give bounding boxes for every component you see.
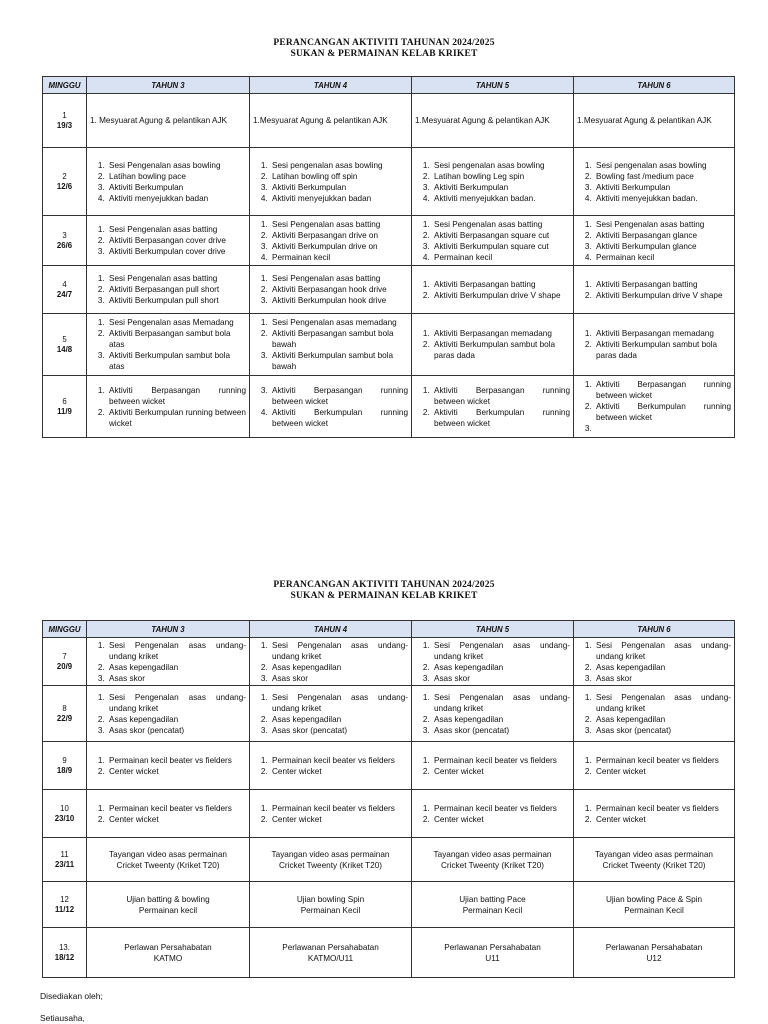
week-number: 13. [59,942,70,952]
week-date: 11/12 [54,904,75,914]
activity-item: 2. Center wicket [594,814,731,825]
activity-cell [574,376,735,438]
activity-item: 1. Aktiviti Berpasangan batting [594,279,731,290]
activity-item: 2. Aktiviti Berkumpulan running between wicket [594,401,731,423]
activity-item: 1. Permainan kecil beater vs fielders [432,803,570,814]
activity-cell [87,94,250,148]
activity-item: 3. Aktiviti Berkumpulan hook drive [270,295,408,306]
week-date: 12/6 [56,181,73,191]
activity-item: Cricket Tweenty (Kriket T20) [279,860,382,870]
activity-item: 1. Mesyuarat Agung & pelantikan AJK [90,116,227,125]
week-date: 26/6 [56,240,73,250]
activity-item: 1. Sesi Pengenalan asas batting [270,219,408,230]
week-cell [43,742,87,790]
activity-item: Permainan Kecil [300,905,361,915]
activity-item: U11 [485,953,500,963]
activity-cell [574,216,735,266]
header-minggu: MINGGU [43,621,87,638]
activity-item: Cricket Tweenty (Kriket T20) [116,860,220,870]
activity-item: 4. Permainan kecil [270,252,408,263]
activity-item: 1. Sesi Pengenalan asas batting [432,219,570,230]
activity-item: 3. Asas skor (pencatat) [270,725,408,736]
activity-cell [250,928,412,978]
activity-item: Ujian batting & bowling [126,894,210,904]
activity-item: 4. Permainan kecil [432,252,570,263]
header-tahun-3: TAHUN 3 [87,77,250,94]
week-date: 23/11 [54,859,75,869]
table-row [43,638,735,686]
week-cell [43,314,87,376]
activity-cell [87,790,250,838]
activity-item: 2. Center wicket [270,814,408,825]
activity-item: Cricket Tweenty (Kriket T20) [441,860,544,870]
table-row [43,266,735,314]
activity-item: U12 [646,953,662,963]
week-cell [43,928,87,978]
activity-cell [412,742,574,790]
activity-item: 2. Aktiviti Berkumpulan drive V shape [432,290,570,301]
activity-cell [412,216,574,266]
activity-item: 2. Latihan bowling Leg spin [432,171,570,182]
activity-item: 4. Aktiviti menyejukkan badan. [594,193,731,204]
activity-item: Perlawanan Persahabatan [444,942,541,952]
activity-item: 1. Aktiviti Berpasangan memadang [594,328,731,339]
table-row [43,882,735,928]
activity-item: 2. Asas kepengadilan [107,714,246,725]
activity-cell [87,838,250,882]
activity-item: 3. Asas skor (pencatat) [107,725,246,736]
activity-cell [87,742,250,790]
activity-item: 2. Aktiviti Berpasangan glance [594,230,731,241]
activity-cell [412,148,574,216]
activity-item: 3. Asas skor [432,673,570,684]
activity-item: 2. Aktiviti Berpasangan sambut bola atas [107,328,246,350]
activity-item: 1. Sesi Pengenalan asas undang-undang kriket [432,692,570,714]
activity-item: 2. Center wicket [594,766,731,777]
week-cell [43,266,87,314]
activity-item: 1. Permainan kecil beater vs fielders [270,755,408,766]
week-cell [43,148,87,216]
week-number: 3 [62,230,67,240]
activity-item: 1. Sesi Pengenalan asas batting [270,273,408,284]
week-number: 6 [62,396,67,406]
table-header-row [43,77,735,94]
week-number: 7 [62,651,67,661]
title-line-1: PERANCANGAN AKTIVITI TAHUNAN 2024/2025 [273,38,495,48]
activity-cell [250,790,412,838]
activity-item: 1. Sesi Pengenalan asas undang-undang kriket [107,692,246,714]
activity-item: 1. Sesi pengenalan asas bowling [432,160,570,171]
week-date: 20/9 [56,661,73,671]
activity-cell [412,94,574,148]
week-cell [43,216,87,266]
activity-item: 3. Asas skor (pencatat) [594,725,731,736]
activity-cell [250,742,412,790]
activity-item: Ujian bowling Pace & Spin [605,894,703,904]
activity-item: 3. Asas skor [107,673,246,684]
activity-cell [250,838,412,882]
activity-item: 1.Mesyuarat Agung & pelantikan AJK [577,116,712,125]
week-number: 8 [62,703,67,713]
table-row [43,94,735,148]
week-cell [43,882,87,928]
title-line-2: SUKAN & PERMAINAN KELAB KRIKET [290,591,478,601]
activity-item: 3. Aktiviti Berkumpulan sambut bola bawah [270,350,408,372]
activity-cell [574,266,735,314]
activity-item: 2. Asas kepengadilan [594,662,731,673]
activity-item: 1. Sesi Pengenalan asas memadang [270,317,408,328]
activity-item: 2. Asas kepengadilan [107,662,246,673]
week-number: 11 [60,849,69,859]
page-title [0,580,768,602]
activity-item: Cricket Tweenty (Kriket T20) [602,860,706,870]
activity-item: 2. Aktiviti Berkumpulan running between wicket [432,407,570,429]
header-tahun-5: TAHUN 5 [412,77,574,94]
activity-cell [250,314,412,376]
week-date: 18/9 [56,765,73,775]
activity-item: 2. Asas kepengadilan [270,662,408,673]
activity-item: 2. Aktiviti Berpasangan pull short [107,284,246,295]
activity-item: 1. Sesi Pengenalan asas undang-undang kriket [432,640,570,662]
activity-cell [412,838,574,882]
week-date: 24/7 [56,289,73,299]
activity-item: 1. Sesi Pengenalan asas undang-undang kriket [107,640,246,662]
week-cell [43,638,87,686]
activity-item: 2. Bowling fast /medium pace [594,171,731,182]
activity-cell [250,266,412,314]
header-tahun-3: TAHUN 3 [87,621,250,638]
activity-item: 2. Aktiviti Berkumpulan sambut bola paras dada [432,339,570,361]
activity-item [594,423,731,434]
activity-item: Tayangan video asas permainan [433,849,552,859]
activity-item: 1. Permainan kecil beater vs fielders [107,803,246,814]
activity-item: 1. Aktiviti Berpasangan batting [432,279,570,290]
activity-item: 1. Sesi Pengenalan asas Memadang [107,317,246,328]
title-line-2: SUKAN & PERMAINAN KELAB KRIKET [290,49,478,59]
activity-item: 2. Aktiviti Berpasangan cover drive [107,235,246,246]
activity-item: 1. Aktiviti Berpasangan running between wicket [432,385,570,407]
page-title [0,38,768,60]
activity-item: 3. Aktiviti Berkumpulan [107,182,246,193]
activity-item: 3. Asas skor [270,673,408,684]
activity-cell [574,882,735,928]
activity-item: 4. Aktiviti menyejukkan badan [107,193,246,204]
activity-item: 1. Sesi Pengenalan asas undang-undang kriket [270,692,408,714]
activity-item: 4. Aktiviti Berkumpulan running between wicket [270,407,408,429]
activity-item: 1. Aktiviti Berpasangan memadang [432,328,570,339]
activity-cell [250,376,412,438]
activity-cell [574,838,735,882]
activity-item: Perlawanan Persahabatan [282,942,379,952]
activity-item: Permainan Kecil [462,905,523,915]
activity-item: 1. Sesi Pengenalan asas batting [594,219,731,230]
activity-item: 4. Permainan kecil [594,252,731,263]
activity-item: 2. Center wicket [270,766,408,777]
activity-cell [250,638,412,686]
header-tahun-6: TAHUN 6 [574,621,735,638]
activity-item: 3. Aktiviti Berkumpulan [594,182,731,193]
activity-item: 3. Aktiviti Berkumpulan [270,182,408,193]
table-row [43,216,735,266]
activity-item: Tayangan video asas permainan [595,849,713,859]
activity-item: 2. Center wicket [107,814,246,825]
activity-cell [87,314,250,376]
activity-cell [87,266,250,314]
table-header-row [43,621,735,638]
header-minggu: MINGGU [43,77,87,94]
secretary-label: Setiausaha, [40,1013,85,1023]
activity-item: 2. Center wicket [107,766,246,777]
activity-cell [574,928,735,978]
activity-item: 1.Mesyuarat Agung & pelantikan AJK [415,116,550,125]
activity-item: 1. Sesi Pengenalan asas batting [107,273,246,284]
activity-item: 3. Aktiviti Berkumpulan drive on [270,241,408,252]
header-tahun-5: TAHUN 5 [412,621,574,638]
activity-item: 1. Sesi pengenalan asas bowling [594,160,731,171]
activity-item: Permainan kecil [138,905,198,915]
table-row [43,742,735,790]
activity-item: 3. Asas skor [594,673,731,684]
activity-item: KATMO/U11 [307,953,354,963]
activity-cell [87,216,250,266]
activity-item: 1. Permainan kecil beater vs fielders [432,755,570,766]
activity-item: 2. Aktiviti Berpasangan drive on [270,230,408,241]
week-cell [43,838,87,882]
activity-item: Tayangan video asas permainan [271,849,390,859]
week-date: 19/3 [56,120,73,130]
table-row [43,790,735,838]
activity-item: Perlawan Persahabatan [124,942,212,952]
activity-item: 4. Aktiviti menyejukkan badan. [432,193,570,204]
week-date: 11/9 [57,406,72,416]
activity-item: 1. Permainan kecil beater vs fielders [270,803,408,814]
activity-cell [87,638,250,686]
activity-item: 1. Permainan kecil beater vs fielders [107,755,246,766]
week-cell [43,376,87,438]
activity-cell [250,148,412,216]
activity-cell [574,94,735,148]
activity-cell [412,266,574,314]
activity-item: 1. Sesi pengenalan asas bowling [270,160,408,171]
activity-cell [412,686,574,742]
prepared-by-label: Disediakan oleh; [40,991,103,1001]
week-cell [43,686,87,742]
activity-item: 2. Aktiviti Berpasangan hook drive [270,284,408,295]
activity-cell [574,314,735,376]
activity-item: 1. Sesi Pengenalan asas undang-undang kriket [594,640,731,662]
activity-item: 2. Center wicket [432,766,570,777]
activity-cell [574,638,735,686]
activity-item: 2. Asas kepengadilan [432,662,570,673]
week-number: 2 [62,171,67,181]
week-number: 4 [62,279,67,289]
activity-item: 2. Aktiviti Berkumpulan running between wicket [107,407,246,429]
table-row [43,314,735,376]
activity-cell [412,882,574,928]
activity-cell [250,216,412,266]
activity-table-1 [42,76,735,438]
activity-item: 1. Sesi Pengenalan asas bowling [107,160,246,171]
activity-cell [87,376,250,438]
activity-cell [574,686,735,742]
week-date: 18/12 [54,952,75,962]
week-cell [43,94,87,148]
week-number: 5 [62,334,67,344]
week-number: 12 [60,894,69,904]
activity-item: 3. Aktiviti Berkumpulan cover drive [107,246,246,257]
title-line-1: PERANCANGAN AKTIVITI TAHUNAN 2024/2025 [273,580,495,590]
week-date: 23/10 [54,813,75,823]
activity-item: Ujian batting Pace [459,894,526,904]
week-cell [43,790,87,838]
activity-item: 2. Latihan bowling off spin [270,171,408,182]
week-date: 14/8 [56,344,73,354]
activity-item: Perlawanan Persahabatan [605,942,703,952]
activity-cell [87,148,250,216]
activity-cell [412,376,574,438]
activity-item: 1. Permainan kecil beater vs fielders [594,803,731,814]
week-number: 10 [60,803,69,813]
activity-cell [574,790,735,838]
activity-item: 2. Asas kepengadilan [594,714,731,725]
activity-item: 2. Center wicket [432,814,570,825]
activity-item: 3. Aktiviti Berkumpulan sambut bola atas [107,350,246,372]
activity-item: 1. Aktiviti Berpasangan running between wicket [594,379,731,401]
activity-item: 1. Sesi Pengenalan asas batting [107,224,246,235]
table-row [43,838,735,882]
activity-item: 3. Aktiviti Berkumpulan glance [594,241,731,252]
activity-cell [87,882,250,928]
activity-item: 2. Aktiviti Berpasangan sambut bola bawah [270,328,408,350]
activity-item: 3. Aktiviti Berkumpulan square cut [432,241,570,252]
activity-item: 3. Asas skor (pencatat) [432,725,570,736]
week-number: 1 [62,110,67,120]
activity-cell [412,790,574,838]
activity-item: KATMO [153,953,183,963]
week-number: 9 [62,755,67,765]
activity-item: 2. Asas kepengadilan [432,714,570,725]
activity-cell [412,928,574,978]
activity-cell [250,94,412,148]
table-row [43,148,735,216]
activity-cell [250,882,412,928]
activity-item: 2. Asas kepengadilan [270,714,408,725]
activity-item: 2. Aktiviti Berkumpulan drive V shape [594,290,731,301]
activity-cell [412,314,574,376]
week-date: 22/9 [56,713,73,723]
activity-cell [250,686,412,742]
activity-item: 1.Mesyuarat Agung & pelantikan AJK [253,116,388,125]
activity-item: 2. Aktiviti Berkumpulan sambut bola paras dada [594,339,731,361]
activity-item: 2. Latihan bowling pace [107,171,246,182]
activity-item: 1. Sesi Pengenalan asas undang-undang kriket [270,640,408,662]
activity-cell [412,638,574,686]
activity-item: 3. Aktiviti Berpasangan running between wicket [270,385,408,407]
activity-item: 3. Aktiviti Berkumpulan pull short [107,295,246,306]
activity-item: 2. Aktiviti Berpasangan square cut [432,230,570,241]
header-tahun-4: TAHUN 4 [250,621,412,638]
activity-item: 4. Aktiviti menyejukkan badan [270,193,408,204]
activity-item: 3. Aktiviti Berkumpulan [432,182,570,193]
activity-cell [87,686,250,742]
activity-item: 1. Permainan kecil beater vs fielders [594,755,731,766]
header-tahun-6: TAHUN 6 [574,77,735,94]
activity-item: 1. Sesi Pengenalan asas undang-undang kriket [594,692,731,714]
table-row [43,928,735,978]
activity-item: Tayangan video asas permainan [109,849,227,859]
activity-cell [574,148,735,216]
activity-item: 1. Aktiviti Berpasangan running between wicket [107,385,246,407]
activity-item: Ujian bowling Spin [296,894,365,904]
activity-table-2 [42,620,735,978]
activity-item: Permainan Kecil [624,905,684,915]
table-row [43,686,735,742]
activity-cell [574,742,735,790]
header-tahun-4: TAHUN 4 [250,77,412,94]
activity-cell [87,928,250,978]
table-row [43,376,735,438]
